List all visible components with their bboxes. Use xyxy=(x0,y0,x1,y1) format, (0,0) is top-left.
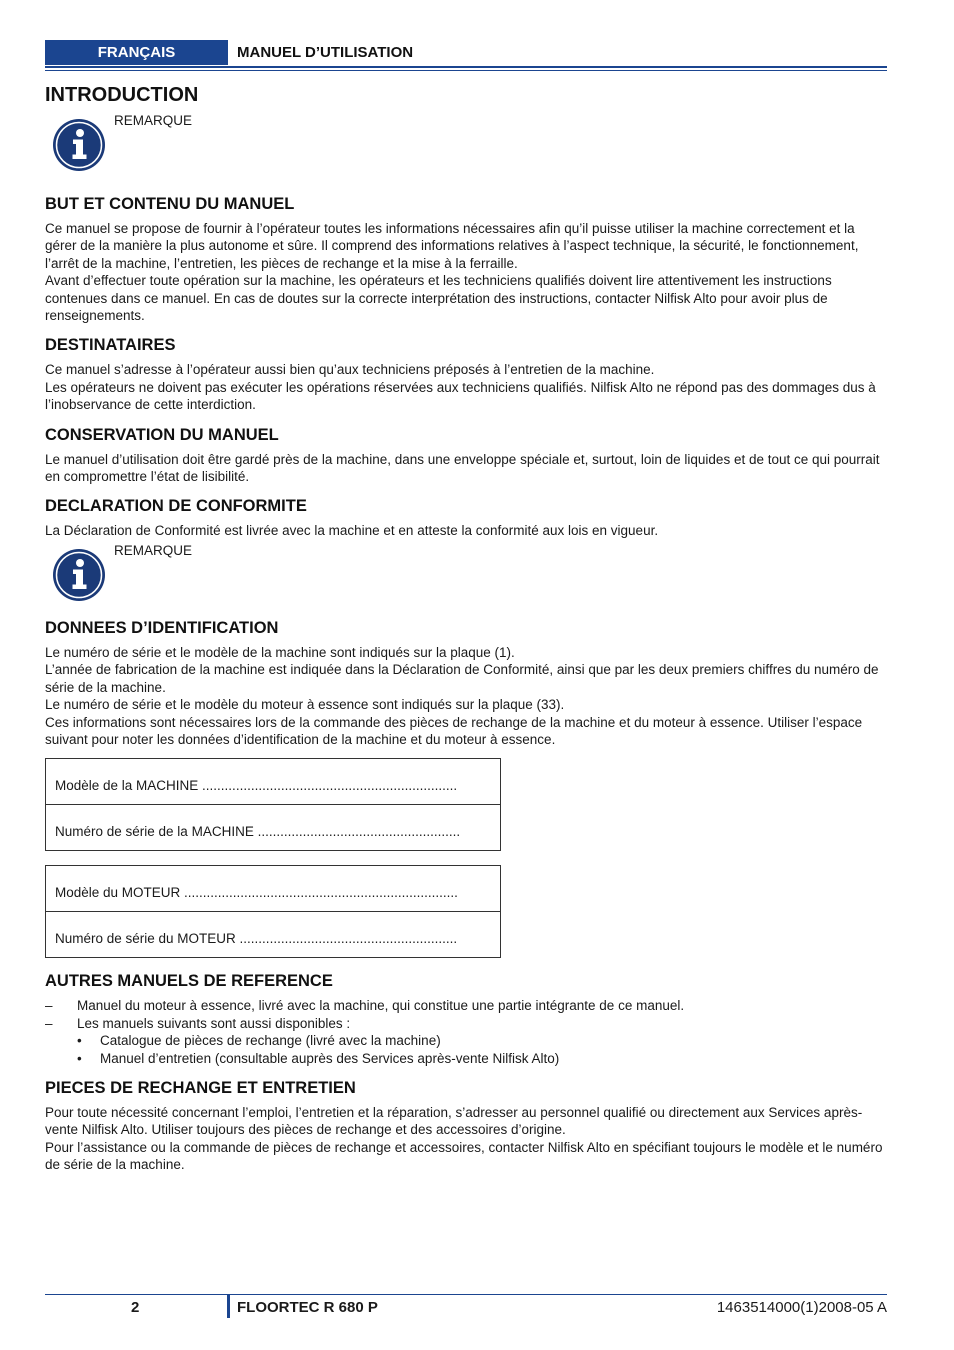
paragraph: Le numéro de série et le modèle de la machine sont indiqués sur la plaque (1). xyxy=(45,644,515,660)
table-row xyxy=(46,911,500,957)
header-rule xyxy=(45,66,887,68)
section-title: AUTRES MANUELS DE REFERENCE xyxy=(45,972,333,991)
header-rule-thin xyxy=(45,70,887,71)
list-item xyxy=(45,1015,887,1067)
section-title: CONSERVATION DU MANUEL xyxy=(45,425,279,444)
paragraph: Le numéro de série et le modèle du moteur à essence sont indiqués sur la plaque (33). xyxy=(45,697,565,713)
header-title: MANUEL D’UTILISATION xyxy=(237,44,414,61)
page-header xyxy=(45,40,887,70)
machine-id-table xyxy=(45,758,501,851)
paragraph: Ces informations sont nécessaires lors de la commande des pièces de rechange de la machine et du moteur à essence. Utiliser l’espace suivant pour noter les données d’identification de la machine et du moteur à essence. xyxy=(45,714,863,747)
paragraph: Pour toute nécessité concernant l’emploi, l’entretien et la réparation, s’adresser au personnel qualifié ou directement aux Services après-vente Nilfisk Alto. Utiliser toujours des pièces de rechange et des accessoires d’origine. xyxy=(45,1104,863,1138)
sub-list xyxy=(77,1032,887,1067)
page-title: INTRODUCTION xyxy=(45,84,199,106)
note-remarque xyxy=(45,115,887,177)
section-title: DESTINATAIRES xyxy=(45,336,176,355)
section-title: DONNEES D’IDENTIFICATION xyxy=(45,618,279,637)
section-destinataires xyxy=(45,336,887,413)
section-donnees xyxy=(45,619,887,958)
sub-list-item: • Catalogue de pièces de rechange (livré avec la machine) xyxy=(77,1032,887,1049)
language-tab: FRANÇAIS xyxy=(45,40,228,65)
paragraph: Ce manuel se propose de fournir à l’opérateur toutes les informations nécessaires afin qu’il puisse utiliser la machine correctement et la gérer de la manière la plus autonome et sûre. Il comprend des informations relatives à l’aspect technique, la sécurité, le fonctionnement, l’arrêt de la machine, l’entretien, les pièces de rechange et la mise à la ferraille. xyxy=(45,221,859,271)
machine-serial-field: Numéro de série de la MACHINE ...................................................... xyxy=(55,824,461,840)
note-label: REMARQUE xyxy=(114,113,193,128)
paragraph: Ce manuel s’adresse à l’opérateur aussi bien qu’aux techniciens préposés à l’entretien de la machine. xyxy=(45,362,655,378)
paragraph: Le manuel d’utilisation doit être gardé près de la machine, dans une enveloppe spéciale et, surtout, loin de liquides et de tout ce qui pourrait en compromettre l’état de lisibilité. xyxy=(45,451,880,485)
section-conservation xyxy=(45,426,887,486)
section-declaration xyxy=(45,497,887,539)
info-icon xyxy=(53,549,105,601)
list-item-text: Les manuels suivants sont aussi disponibles : xyxy=(77,1015,351,1031)
footer-code: 1463514000(1)2008-05 A xyxy=(716,1299,887,1316)
section-title: BUT ET CONTENU DU MANUEL xyxy=(45,195,295,213)
engine-id-table xyxy=(45,865,501,958)
paragraph: Avant d’effectuer toute opération sur la machine, les opérateurs et les techniciens qualifiés doivent lire attentivement les instructions contenues dans ce manuel. En cas de doutes sur la correcte interprétation des instructions, contacter Nilfisk Alto pour avoir plus de renseignements. xyxy=(45,273,832,324)
engine-model-field: Modèle du MOTEUR ......................................................................... xyxy=(55,885,458,901)
note-label: REMARQUE xyxy=(114,542,193,558)
list-item: – Manuel du moteur à essence, livré avec la machine, qui constitue une partie intégrante de ce manuel. xyxy=(45,997,887,1014)
engine-serial-field: Numéro de série du MOTEUR .......................................................... xyxy=(55,931,458,947)
paragraph: Pour l’assistance ou la commande de pièces de rechange et accessoires, contacter Nilfisk Alto en spécifiant toujours le modèle et le numéro de série de la machine. xyxy=(45,1139,883,1173)
footer-divider xyxy=(227,1295,230,1318)
table-row xyxy=(46,866,500,911)
sub-list-item: • Manuel d’entretien (consultable auprès des Services après-vente Nilfisk Alto) xyxy=(77,1050,887,1067)
table-row xyxy=(46,804,500,850)
section-but xyxy=(45,195,887,324)
footer-model: FLOORTEC R 680 P xyxy=(237,1299,378,1316)
paragraph: L’année de fabrication de la machine est indiquée dans la Déclaration de Conformité, ainsi que par les deux premiers chiffres du numéro de série de la machine. xyxy=(45,662,879,695)
table-row xyxy=(46,759,500,804)
footer-rule xyxy=(45,1294,887,1295)
section-title: DECLARATION DE CONFORMITE xyxy=(45,497,307,516)
note-remarque xyxy=(45,542,887,607)
reference-list xyxy=(45,997,887,1067)
section-title: PIECES DE RECHANGE ET ENTRETIEN xyxy=(45,1078,356,1097)
machine-model-field: Modèle de la MACHINE .................................................................... xyxy=(55,778,458,794)
paragraph: La Déclaration de Conformité est livrée avec la machine et en atteste la conformité aux lois en vigueur. xyxy=(45,523,659,539)
page-number: 2 xyxy=(131,1299,140,1316)
info-icon xyxy=(53,119,105,171)
page-content xyxy=(45,84,887,1186)
section-pieces xyxy=(45,1079,887,1174)
page-footer xyxy=(45,1294,887,1320)
paragraph: Les opérateurs ne doivent pas exécuter les opérations réservées aux techniciens qualifiés. Nilfisk Alto ne répond pas des dommages dus à l’inobservance de cette interdiction. xyxy=(45,379,876,413)
section-autres xyxy=(45,972,887,1067)
